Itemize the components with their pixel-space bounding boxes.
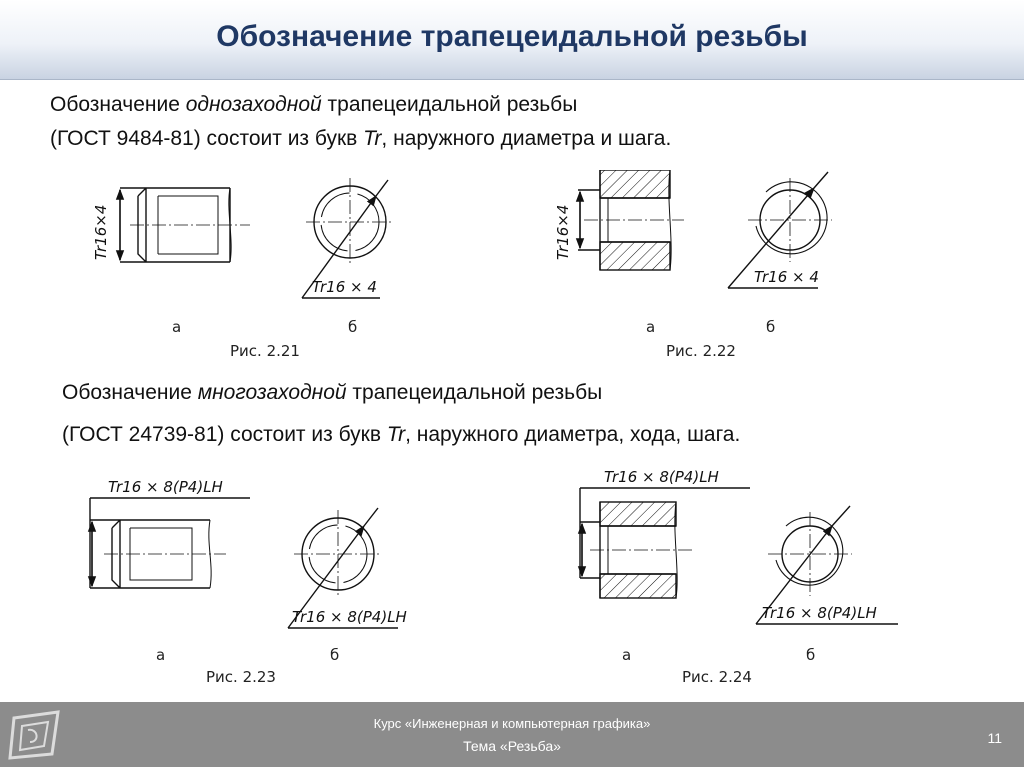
thread-label-side: Tr16 × 8(P4)LH bbox=[604, 468, 719, 486]
figure-caption: Рис. 2.22 bbox=[666, 342, 736, 360]
thread-label-side: Tr16×4 bbox=[554, 204, 572, 260]
text: трапецеидальной резьбы bbox=[346, 381, 603, 404]
label-a: а bbox=[646, 318, 656, 336]
paragraph-multi-line1 bbox=[62, 376, 740, 410]
figure-caption: Рис. 2.24 bbox=[682, 668, 752, 686]
text: Обозначение bbox=[62, 381, 198, 404]
text: Обозначение bbox=[50, 93, 186, 116]
topic-name: Тема «Резьба» bbox=[463, 738, 561, 754]
figure-caption: Рис. 2.23 bbox=[206, 668, 276, 686]
thread-label-side: Tr16×4 bbox=[92, 204, 110, 260]
thread-label-side: Tr16 × 8(P4)LH bbox=[108, 478, 223, 496]
paragraph-single-line2 bbox=[50, 122, 671, 156]
text: (ГОСТ 24739-81) состоит из букв bbox=[62, 423, 387, 446]
paragraph-single-line1 bbox=[50, 88, 671, 122]
paragraph-multi-line2 bbox=[62, 418, 740, 452]
course-name: Курс «Инженерная и компьютерная графика» bbox=[373, 716, 651, 731]
label-b: б bbox=[330, 646, 340, 664]
label-a: а bbox=[622, 646, 632, 664]
slide-title: Обозначение трапецеидальной резьбы bbox=[216, 20, 808, 53]
footer bbox=[0, 702, 1024, 767]
text: , наружного диаметра, хода, шага. bbox=[405, 423, 741, 446]
text: трапецеидальной резьбы bbox=[321, 93, 578, 116]
italic-term: Tr bbox=[363, 127, 382, 150]
paragraph-multi-start bbox=[62, 376, 740, 452]
thread-label-circle: Tr16 × 4 bbox=[754, 268, 819, 286]
label-b: б bbox=[806, 646, 816, 664]
text: , наружного диаметра и шага. bbox=[381, 127, 672, 150]
thread-label-circle: Tr16 × 8(P4)LH bbox=[292, 608, 407, 626]
title-bar bbox=[0, 0, 1024, 80]
text: (ГОСТ 9484-81) состоит из букв bbox=[50, 127, 364, 150]
figure-2-22 bbox=[548, 170, 848, 365]
figure-caption: Рис. 2.21 bbox=[230, 342, 300, 360]
paragraph-single-start bbox=[50, 88, 671, 156]
italic-term: многозаходной bbox=[197, 381, 347, 404]
italic-term: однозаходной bbox=[185, 93, 322, 116]
thread-label-circle: Tr16 × 4 bbox=[312, 278, 377, 296]
figure-2-24 bbox=[570, 462, 920, 692]
label-b: б bbox=[348, 318, 358, 336]
italic-term: Tr bbox=[386, 423, 406, 446]
figure-2-21 bbox=[80, 170, 420, 365]
label-a: а bbox=[172, 318, 182, 336]
thread-label-circle: Tr16 × 8(P4)LH bbox=[762, 604, 877, 622]
label-b: б bbox=[766, 318, 776, 336]
label-a: а bbox=[156, 646, 166, 664]
figure-2-23 bbox=[80, 470, 430, 692]
page-number: 11 bbox=[987, 730, 1002, 746]
